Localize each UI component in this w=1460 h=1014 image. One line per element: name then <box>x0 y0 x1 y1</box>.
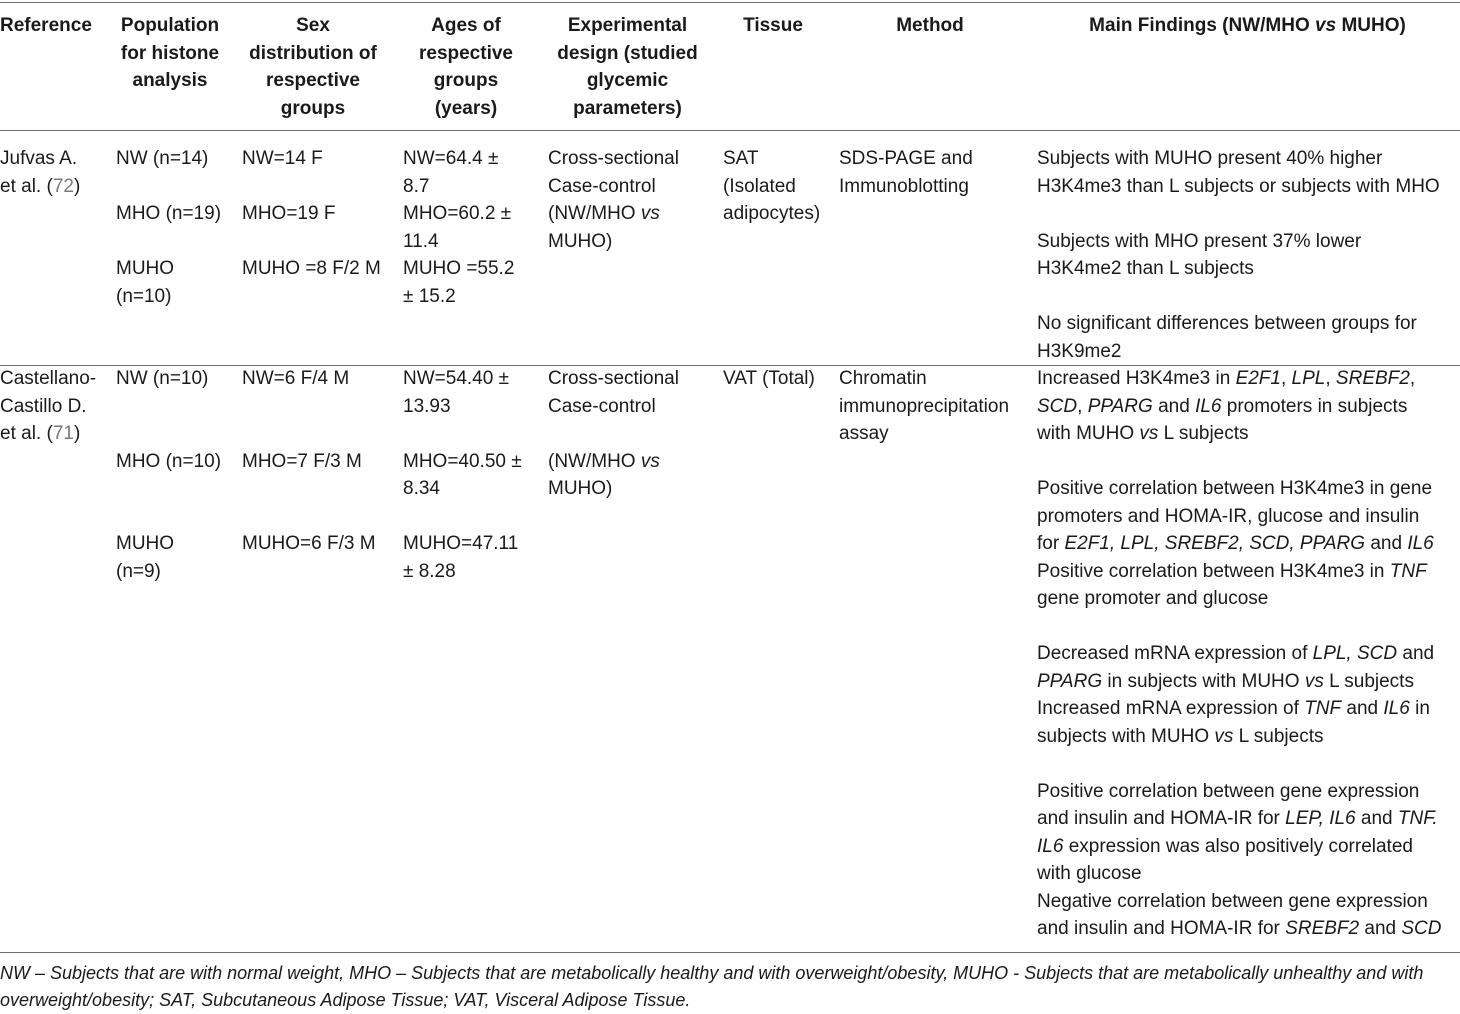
study2-design: Cross-sectional Case-control (NW/MHO vs MUHO) <box>548 368 679 499</box>
study1-design: Cross-sectional Case-control (NW/MHO vs MUHO) <box>548 148 679 252</box>
study2-ages: NW=54.40 ± 13.93 MHO=40.50 ± 8.34 MUHO=47.11 ± 8.28 <box>403 368 522 582</box>
study1-ages: NW=64.4 ± 8.7 MHO=60.2 ± 11.4 MUHO =55.2 ± 15.2 <box>403 148 515 307</box>
header-ages: Ages of respective groups (years) <box>418 15 513 119</box>
header-findings: Main Findings (NW/MHO vs MUHO) <box>1089 15 1406 36</box>
study2-method: Chromatin immunoprecipitation assay <box>839 368 1010 444</box>
study1-findings: Subjects with MUHO present 40% higher H3K4me3 than L subjects or subjects with MHO Subjects with MHO present 37% lower H3K4me2 than L subjects No significant differences between groups for H3K9me2 <box>1037 148 1440 362</box>
header-population: Population for histone analysis <box>120 15 220 91</box>
header-tissue: Tissue <box>743 15 803 36</box>
study2-tissue: VAT (Total) <box>723 368 815 389</box>
header-design: Experimental design (studied glycemic parameters) <box>557 15 698 119</box>
study2-findings: Increased H3K4me3 in E2F1, LPL, SREBF2, SCD, PPARG and IL6 promoters in subjects with MUHO vs L subjects Positive correlation between H3K4me3 in gene promoters and HOMA-IR, glucose and insulin for E2F1, LPL, SREBF2, SCD, PPARG and IL6 Positive correlation between H3K4me3 in TNF gene promoter and glucose Decreased mRNA expression of LPL, SCD and PPARG in subjects with MUHO vs L subjects Increased mRNA expression of TNF and IL6 in subjects with MUHO vs L subjects Positive correlation between gene expression and insulin and HOMA-IR for LEP, IL6 and TNF. IL6 expression was also positively correlated with glucose Negative correlation between gene expression and insulin and HOMA-IR for SREBF2 and SCD <box>1037 368 1442 939</box>
header-rule <box>0 130 1460 131</box>
study1-population: NW (n=14) MHO (n=19) MUHO (n=10) <box>116 148 222 307</box>
study2-reference: Castellano- Castillo D. et al. (71) <box>0 368 97 444</box>
header-reference: Reference <box>0 15 92 36</box>
study1-method: SDS-PAGE and Immunoblotting <box>839 148 973 197</box>
study2-population: NW (n=10) MHO (n=10) MUHO (n=9) <box>116 368 222 582</box>
study2-sex: NW=6 F/4 M MHO=7 F/3 M MUHO=6 F/3 M <box>242 368 376 554</box>
study1-tissue: SAT (Isolated adipocytes) <box>723 148 821 224</box>
header-sex: Sex distribution of respective groups <box>249 15 377 119</box>
top-rule <box>0 2 1460 3</box>
citation-link[interactable]: 72 <box>52 175 74 197</box>
header-method: Method <box>896 15 964 36</box>
study1-reference: Jufvas A. et al. (72) <box>0 148 81 197</box>
study1-sex: NW=14 F MHO=19 F MUHO =8 F/2 M <box>242 148 381 279</box>
bottom-rule <box>0 952 1460 953</box>
table-footnote: NW – Subjects that are with normal weight, MHO – Subjects that are metabolically healthy and with overweight/obesity, MUHO - Subjects that are metabolically unhealthy and with overweight/obesity; SAT, Subcutaneous Adipose Tissue; VAT, Visceral Adipose Tissue. <box>0 963 1424 1010</box>
citation-link[interactable]: 71 <box>52 423 74 444</box>
